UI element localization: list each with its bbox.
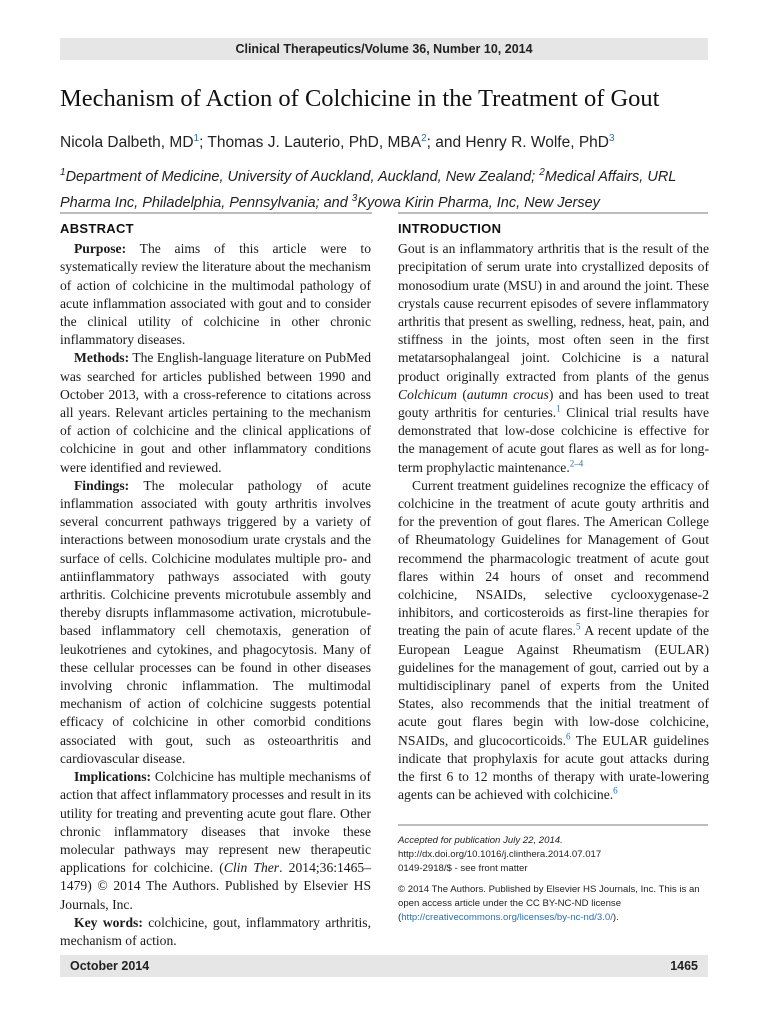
license-text: © 2014 The Authors. Published by Elsevier HS Journals, Inc. This is an open access article under the CC BY-NC-ND license ( <box>398 884 700 923</box>
intro-top-rule <box>398 212 708 214</box>
intro-p1-text: ) and has been used to treat gouty arthritis for centuries. <box>398 386 709 421</box>
license-note <box>398 883 708 925</box>
intro-p2-text: A recent update of the European League Against Rheumatism (EULAR) guidelines for the management of gout, carried out by a multidisciplinary panel of experts from the United States, also recommends that the initial treatment of acute gout flares begin with low-dose colchicine, NSAIDs, and glucocorticoids. <box>398 623 709 748</box>
abstract-findings <box>60 477 371 768</box>
affil-2: Medical Affairs, URL Pharma Inc, Philadelphia, Pennsylvania; and <box>60 168 677 211</box>
methods-label: Methods: <box>74 350 130 366</box>
issue-date: October 2014 <box>70 959 150 973</box>
citation-link[interactable]: 2–4 <box>569 458 584 469</box>
implications-text: Colchicine has multiple mechanisms of action that affect inflammatory processes and result in its utility for treating and preventing acute gout flare. Other chronic inflammatory diseases that invoke these molecular pathways may represent new therapeutic applications for colchicine. ( <box>60 769 371 876</box>
keywords-label: Key words: <box>74 914 143 930</box>
author-2-affil-ref[interactable]: 2 <box>421 132 427 144</box>
affil-1: Department of Medicine, University of Auckland, Auckland, New Zealand; <box>65 168 540 185</box>
intro-p1-text: Clinical trial results have demonstrated that low-dose colchicine is effective for the management of acute gout flares as well as for long-term prophylactic maintenance. <box>398 405 709 475</box>
citation-link[interactable]: 1 <box>556 403 561 414</box>
abstract-implications <box>60 768 371 914</box>
citation-link[interactable]: 5 <box>575 621 581 632</box>
citation-link[interactable]: 6 <box>566 731 571 742</box>
issn: 0149-2918/$ - see front matter <box>398 863 528 874</box>
journal-abbrev: Clin Ther <box>223 860 280 876</box>
accepted-date: Accepted for publication July 22, 2014. <box>398 835 563 846</box>
footnote-rule <box>398 824 708 826</box>
running-header <box>60 38 708 60</box>
intro-paragraph-1 <box>398 240 709 477</box>
citation-link[interactable]: 6 <box>613 785 618 796</box>
affil-sup-3: 3 <box>351 192 358 204</box>
abstract-purpose <box>60 240 371 349</box>
doi-link[interactable]: http://dx.doi.org/10.1016/j.clinthera.2014.07.017 <box>398 849 602 860</box>
author-list <box>60 134 720 152</box>
affil-3: Kyowa Kirin Pharma, Inc, New Jersey <box>357 194 600 211</box>
article-title: Mechanism of Action of Colchicine in the Treatment of Gout <box>60 85 660 112</box>
implications-citation: . 2014;36:1465–1479) © 2014 The Authors. Published by Elsevier HS Journals, Inc. <box>60 860 371 912</box>
page-number: 1465 <box>670 959 698 973</box>
intro-paragraph-2 <box>398 477 709 805</box>
genus-name: Colchicum <box>398 386 457 402</box>
author-3: ; and Henry R. Wolfe, PhD <box>426 134 609 151</box>
license-text-end: ). <box>612 912 619 923</box>
implications-label: Implications: <box>74 769 152 785</box>
affiliations <box>60 162 720 214</box>
intro-p2-text: The EULAR guidelines indicate that prophylaxis for acute gout attacks during the first 6 to 12 months of therapy with urate-lowering agents can be achieved with colchicine. <box>398 732 709 803</box>
introduction-heading: INTRODUCTION <box>398 221 502 236</box>
intro-p1-text: Gout is an inflammatory arthritis that is the result of the precipitation of serum urate into crystallized deposits of monosodium urate (MSU) in and around the joint. These crystals cause recurrent episodes of severe inflammatory arthritis that present as swelling, redness, heat, pain, and stiffness in the joints, most often seen in the first metatarsophalangeal joint. Colchicine is a natural product originally extracted from plants of the genus <box>398 241 709 384</box>
author-2: ; Thomas J. Lauterio, PhD, MBA <box>199 134 422 151</box>
journal-citation: Clinical Therapeutics/Volume 36, Number 10, 2014 <box>235 42 533 56</box>
article-footnotes <box>398 834 708 925</box>
author-1-affil-ref[interactable]: 1 <box>193 132 200 144</box>
abstract-column <box>60 220 371 950</box>
keywords-text: colchicine, gout, inflammatory arthritis, mechanism of action. <box>60 914 371 948</box>
intro-p2-text: Current treatment guidelines recognize the efficacy of colchicine in the treatment of acute gouty arthritis and for the prevention of gout flares. The American College of Rheumatology Guidelines for Management of Gout recommend the pharmacologic treatment of acute gout flares within 24 hours of onset and recommend colchicine, NSAIDs, selective cyclooxygenase-2 inhibitors, and corticosteroids as first-line therapies for treating the pain of acute flares. <box>398 477 709 639</box>
affil-sup-1: 1 <box>60 167 66 178</box>
author-1: Nicola Dalbeth, MD <box>60 134 194 151</box>
findings-text: The molecular pathology of acute inflammation associated with gouty arthritis involves several concurrent pathways triggered by a variety of interactions between monosodium urate crystals and the surface of cells. Colchicine modulates multiple pro- and antiinflammatory pathways associated with gouty arthritis. Colchicine prevents microtubule assembly and thereby disrupts inflammasome activation, microtubule-based inflammatory cell chemotaxis, generation of leukotrienes and cytokines, and phagocytosis. Many of these cellular processes can be found in other diseases involving chronic inflammation. The multimodal mechanism of action of colchicine suggests potential efficacy of colchicine in other comorbid conditions associated with gout, such as osteoarthritis and cardiovascular disease. <box>60 477 371 766</box>
purpose-label: Purpose: <box>74 241 127 257</box>
affil-sup-2: 2 <box>539 167 545 178</box>
abstract-heading: ABSTRACT <box>60 221 134 236</box>
abstract-keywords <box>60 914 371 950</box>
purpose-text: The aims of this article were to systematically review the literature about the mechanism of action of colchicine in the multimodal pathology of acute inflammation associated with gout and to consider the clinical utility of colchicine in other chronic inflammatory diseases. <box>60 241 371 348</box>
author-3-affil-ref[interactable]: 3 <box>609 132 615 144</box>
intro-p1-text: ( <box>456 386 467 402</box>
abstract-top-rule <box>60 212 372 214</box>
methods-text: The English-language literature on PubMed was searched for articles published between 1990 and October 2013, with a cross-reference to citations across all years. Relevant articles pertaining to the mechanism of action of colchicine and the clinical applications of colchicine in gout and other inflammatory conditions were identified and reviewed. <box>60 350 371 475</box>
introduction-column <box>398 220 709 805</box>
common-name: autumn crocus <box>466 386 549 402</box>
license-link[interactable]: http://creativecommons.org/licenses/by-nc-nd/3.0/ <box>401 912 613 923</box>
findings-label: Findings: <box>74 477 130 493</box>
abstract-methods <box>60 349 371 476</box>
running-footer <box>60 955 708 977</box>
